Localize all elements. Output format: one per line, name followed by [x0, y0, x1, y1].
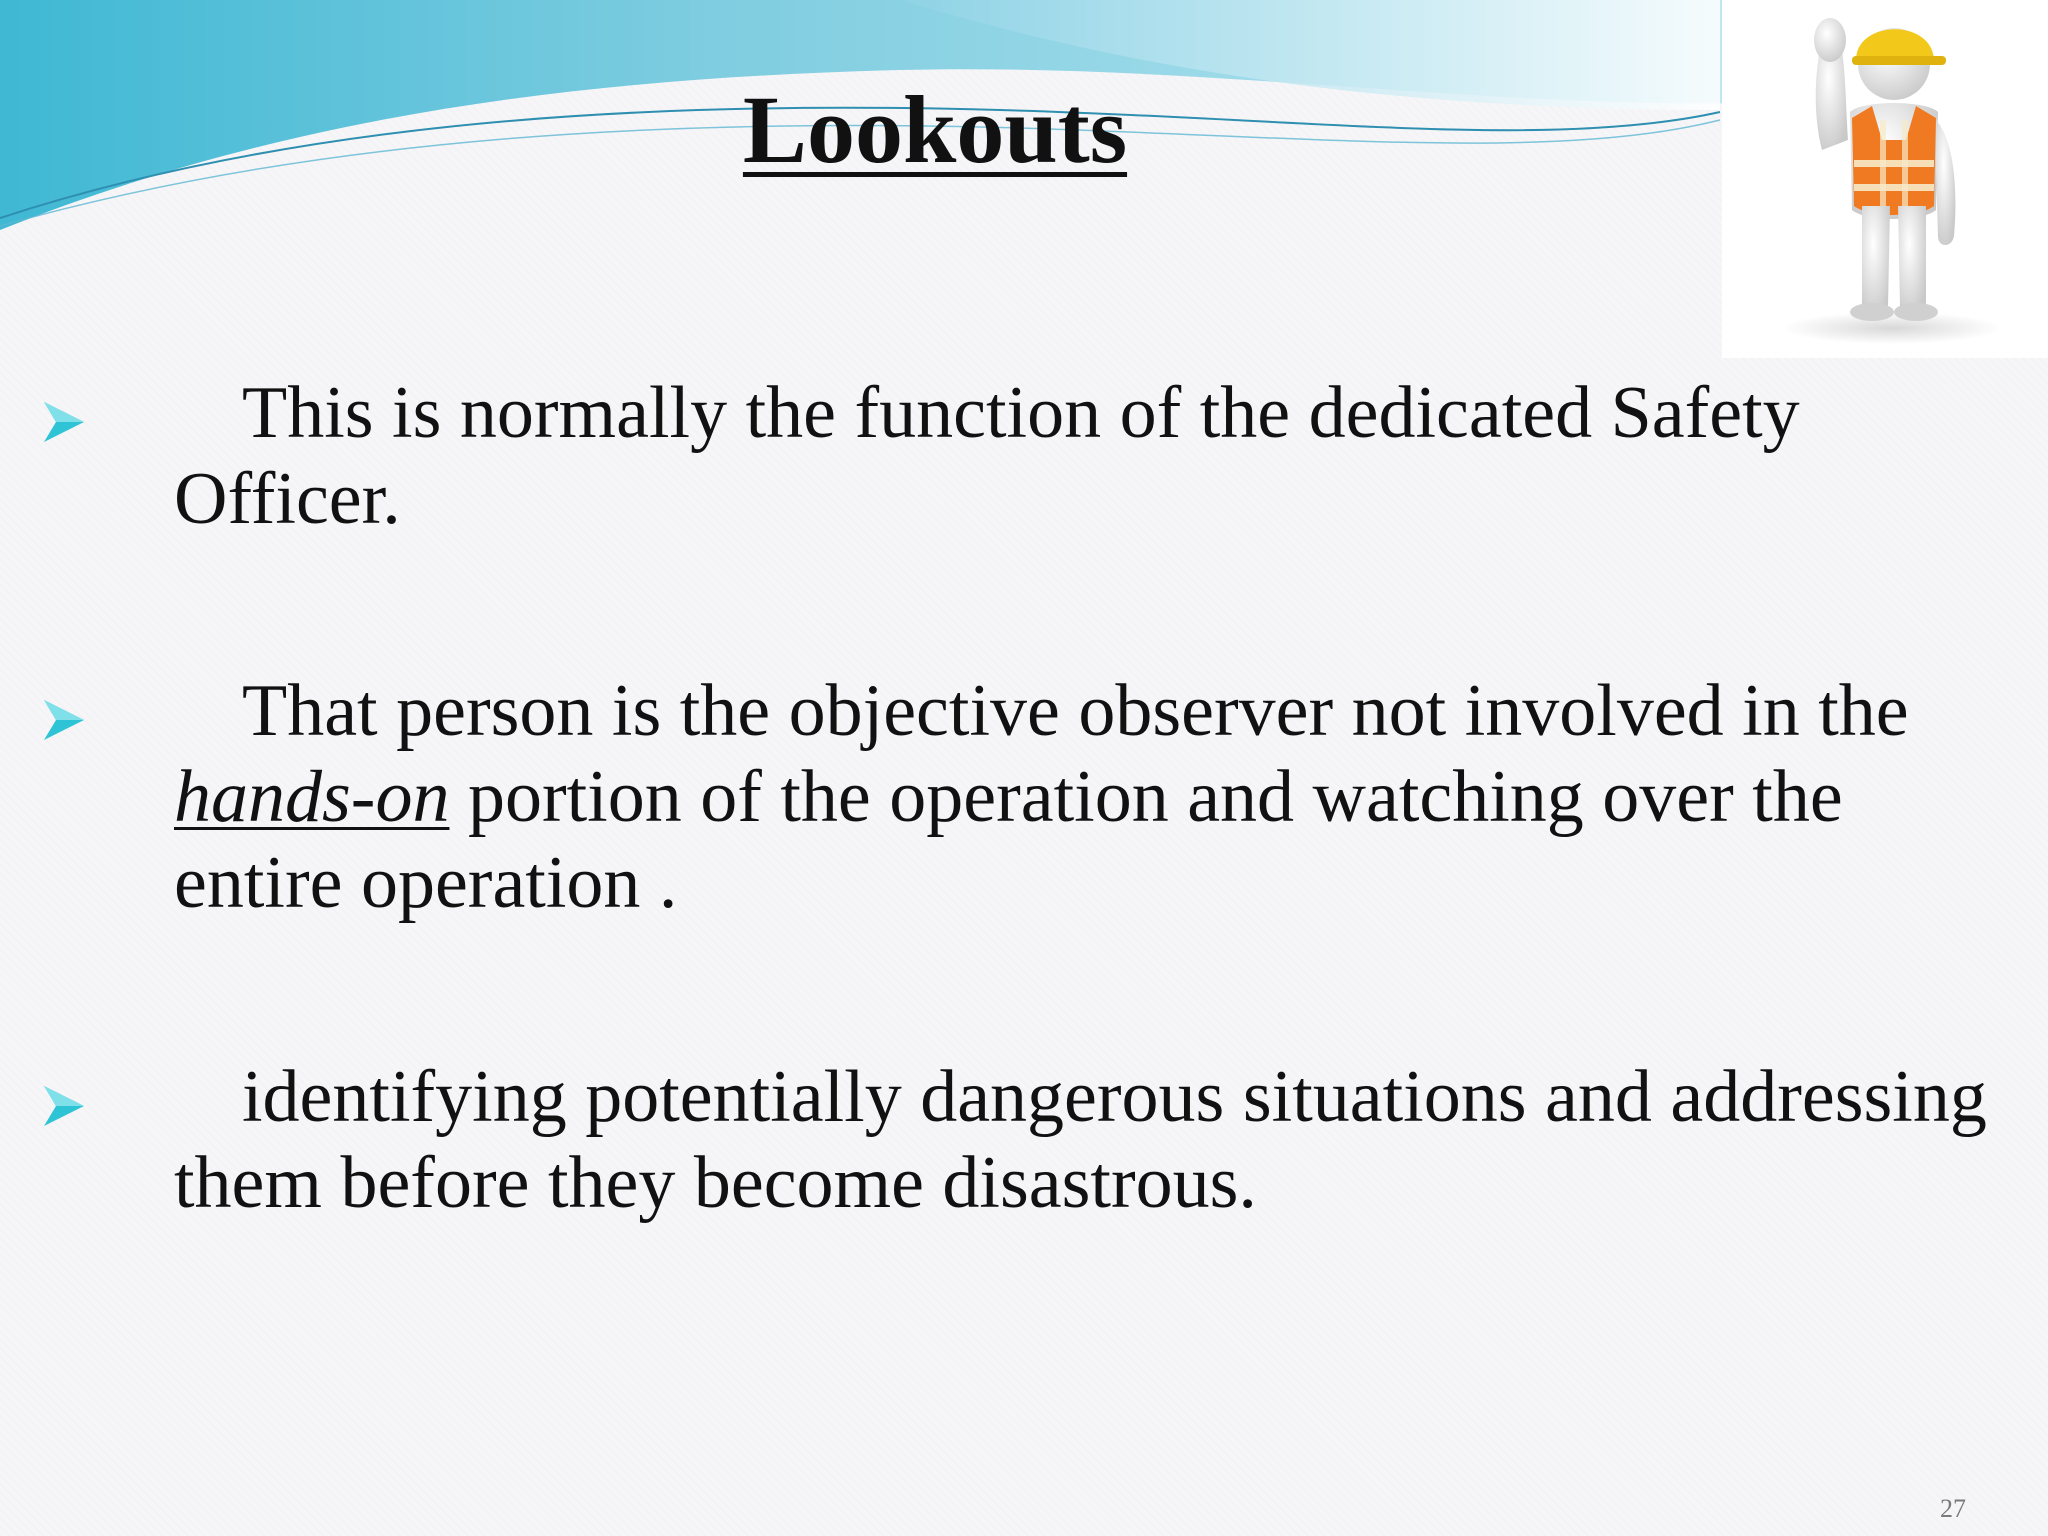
bullet-text: identifying potentially dangerous situations and addressing them before they become disastrous. — [174, 1056, 1987, 1224]
bullet-emphasis: hands-on — [174, 756, 450, 838]
safety-worker-figure — [1722, 0, 2048, 358]
safety-worker-figure-icon — [1722, 0, 2048, 358]
slide-title-text: Lookouts — [742, 76, 1128, 183]
arrow-right-icon — [40, 398, 88, 446]
bullet-text: This is normally the function of the dedicated Safety Officer. — [174, 372, 1800, 540]
arrow-right-icon — [40, 1082, 88, 1130]
bullet-text — [174, 668, 1994, 926]
bullet-text-before: That person is the objective observer not involved in the — [242, 670, 1909, 752]
page-number: 27 — [1940, 1494, 1966, 1523]
arrow-right-icon — [40, 696, 88, 744]
slide-title — [0, 76, 1870, 183]
bullet-text-after: portion of the operation and watching over the entire operation . — [174, 756, 1843, 924]
